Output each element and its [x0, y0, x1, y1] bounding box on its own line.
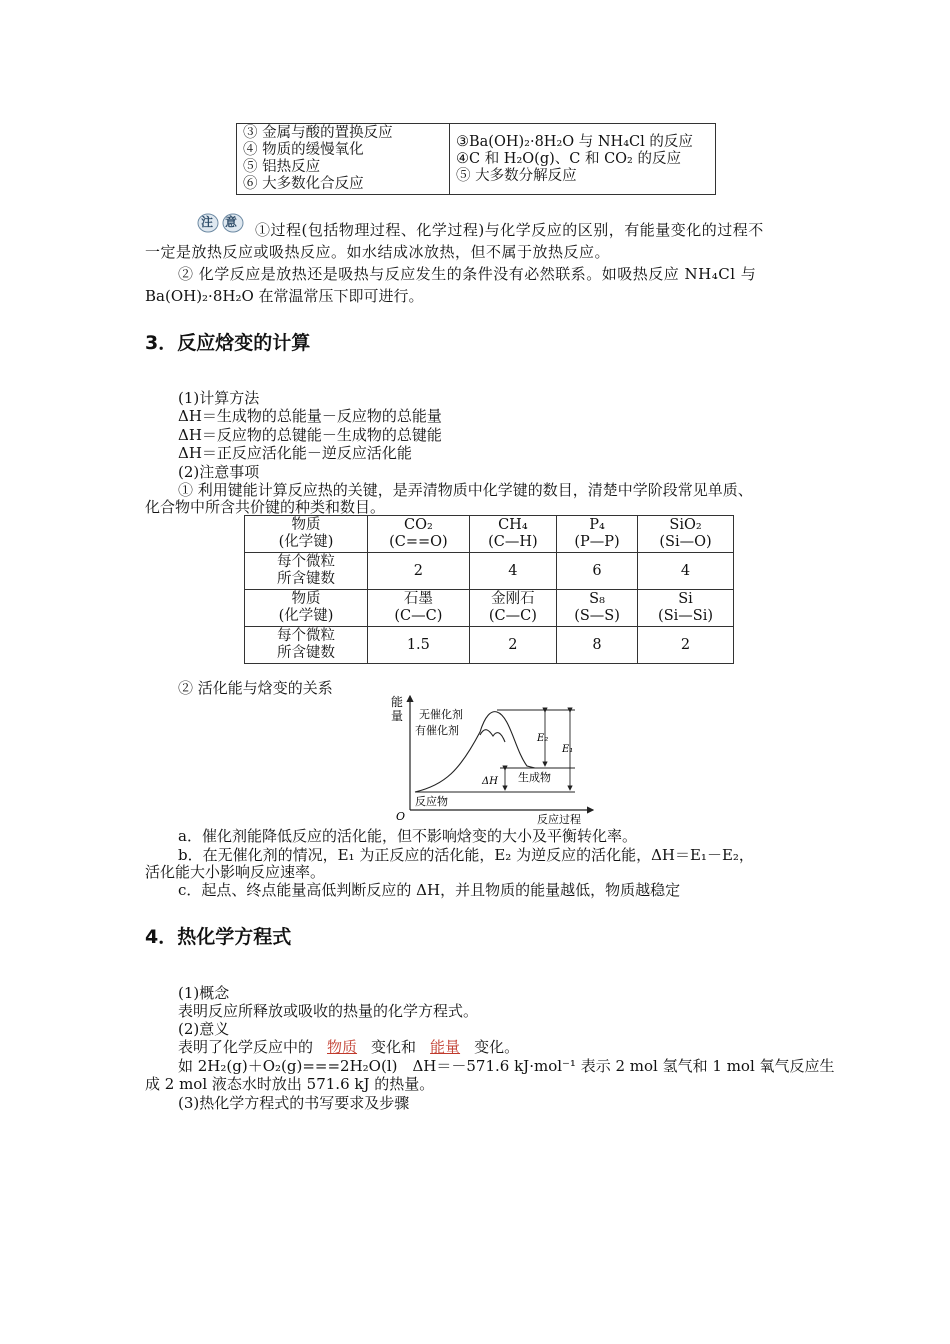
table-cell: 8	[557, 627, 638, 664]
dh-label: ΔH	[482, 776, 498, 787]
table-cell: 物质 (化学键)	[245, 516, 368, 553]
catalyzed-label: 有催化剂	[415, 724, 459, 737]
section-4-title: 4．热化学方程式	[145, 926, 292, 948]
table-cell: 6	[557, 553, 638, 590]
right-item: ③Ba(OH)₂·8H₂O 与 NH₄Cl 的反应	[456, 133, 693, 150]
meaning-title: (2)意义	[178, 1020, 230, 1038]
note1-line1: ① 利用键能计算反应热的关键，是弄清物质中化学键的数目，清楚中学阶段常见单质、	[178, 481, 753, 499]
steps-title: (3)热化学方程式的书写要求及步骤	[178, 1094, 410, 1112]
blank-energy: 能量	[430, 1038, 461, 1056]
concept-text: 表明反应所释放或吸收的热量的化学方程式。	[178, 1002, 479, 1020]
table-cell: CH₄ (C—H)	[469, 516, 556, 553]
note-line-2: 一定是放热反应或吸热反应。如水结成冰放热，但不属于放热反应。	[145, 243, 611, 261]
point-b-line2: 活化能大小影响反应速率。	[145, 863, 326, 881]
meaning-prefix: 表明了化学反应中的	[178, 1038, 314, 1056]
table-cell: 2	[368, 553, 470, 590]
formula-3: ΔH＝正反应活化能－逆反应活化能	[178, 444, 412, 462]
note-line-4: Ba(OH)₂·8H₂O 在常温常压下即可进行。	[145, 287, 424, 305]
note-badge-label: 注意	[201, 215, 250, 229]
uncatalyzed-label: 无催化剂	[419, 708, 463, 721]
table-cell: 2	[638, 627, 734, 664]
formula-2: ΔH＝反应物的总键能－生成物的总键能	[178, 426, 442, 444]
table-cell: CO₂ (C==O)	[368, 516, 470, 553]
e2-label: E₂	[537, 733, 549, 744]
table-cell: 2	[469, 627, 556, 664]
example-line1: 如 2H₂(g)＋O₂(g)===2H₂O(l) ΔH＝－571.6 kJ·mol⁻¹ 表示 2 mol 氢气和 1 mol 氧气反应生	[178, 1057, 835, 1075]
note-line-1: ①过程(包括物理过程、化学过程)与化学反应的区别，有能量变化的过程不	[255, 221, 764, 239]
formula-1: ΔH＝生成物的总能量－反应物的总能量	[178, 407, 442, 425]
y-label-1: 能	[391, 695, 404, 709]
bond-count-table	[244, 515, 734, 664]
reactant-label: 反应物	[415, 795, 448, 808]
method-title: (1)计算方法	[178, 389, 260, 407]
table-cell: S₈ (S—S)	[557, 590, 638, 627]
note-line-3: ② 化学反应是放热还是吸热与反应发生的条件没有必然联系。如吸热反应 NH₄Cl 与	[178, 265, 757, 283]
example-line2: 成 2 mol 液态水时放出 571.6 kJ 的热量。	[145, 1075, 435, 1093]
table-cell: 每个微粒 所含键数	[245, 627, 368, 664]
exothermic-cell	[237, 124, 450, 195]
right-item: ⑤ 大多数分解反应	[456, 167, 577, 184]
table-cell: SiO₂ (Si—O)	[638, 516, 734, 553]
right-item: ④C 和 H₂O(g)、C 和 CO₂ 的反应	[456, 150, 681, 167]
table-cell: 金刚石 (C—C)	[469, 590, 556, 627]
table-cell: P₄ (P—P)	[557, 516, 638, 553]
y-label-2: 量	[391, 709, 404, 723]
product-label: 生成物	[518, 771, 551, 784]
table-cell: 石墨 (C—C)	[368, 590, 470, 627]
reaction-type-table	[236, 123, 716, 195]
meaning-suffix: 变化。	[474, 1038, 520, 1056]
left-item: ④ 物质的缓慢氧化	[243, 142, 364, 158]
point-c: c．起点、终点能量高低判断反应的 ΔH，并且物质的能量越低，物质越稳定	[178, 881, 681, 899]
note2-title: ② 活化能与焓变的关系	[178, 679, 333, 697]
meaning-line	[178, 1038, 519, 1056]
e1-label: E₁	[562, 744, 574, 755]
blank-substance: 物质	[327, 1038, 358, 1056]
point-a: a．催化剂能降低反应的活化能，但不影响焓变的大小及平衡转化率。	[178, 827, 637, 845]
x-label: 反应过程	[537, 813, 581, 825]
left-item: ③ 金属与酸的置换反应	[243, 125, 393, 141]
meaning-mid: 变化和	[371, 1038, 417, 1056]
table-cell: 1.5	[368, 627, 470, 664]
table-cell: 物质 (化学键)	[245, 590, 368, 627]
point-b-line1: b．在无催化剂的情况，E₁ 为正反应的活化能，E₂ 为逆反应的活化能，ΔH＝E₁－E₂，	[178, 846, 754, 864]
concept-title: (1)概念	[178, 984, 230, 1002]
section-3-title: 3．反应焓变的计算	[145, 332, 311, 354]
origin-label: O	[396, 810, 406, 823]
table-cell: 每个微粒 所含键数	[245, 553, 368, 590]
note1-line2: 化合物中所含共价键的种类和数目。	[145, 498, 386, 516]
energy-diagram	[385, 690, 600, 825]
catalyzed-curve	[480, 730, 505, 742]
left-item: ⑥ 大多数化合反应	[243, 176, 364, 192]
table-cell: 4	[469, 553, 556, 590]
notes-title: (2)注意事项	[178, 463, 260, 481]
table-cell: 4	[638, 553, 734, 590]
table-cell: Si (Si—Si)	[638, 590, 734, 627]
endothermic-cell	[450, 124, 716, 195]
left-item: ⑤ 铝热反应	[243, 159, 321, 175]
